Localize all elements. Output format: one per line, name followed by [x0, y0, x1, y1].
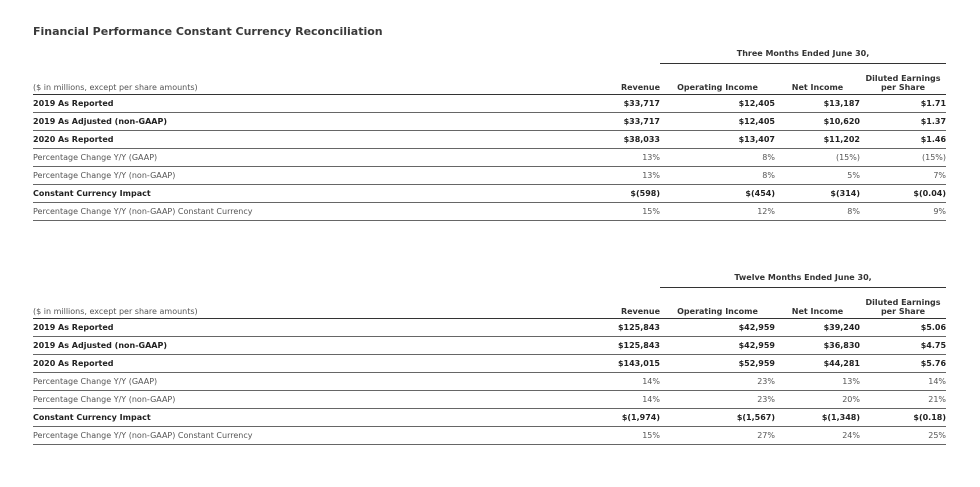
cell-value: $143,015 — [585, 355, 660, 373]
row-label: Percentage Change Y/Y (GAAP) — [33, 373, 585, 391]
units-label: ($ in millions, except per share amounts) — [33, 64, 585, 95]
cell-value: 25% — [860, 427, 946, 445]
cell-value: (15%) — [860, 149, 946, 167]
cell-value: 14% — [860, 373, 946, 391]
row-label: 2019 As Reported — [33, 319, 585, 337]
cell-value: 13% — [585, 167, 660, 185]
table-row — [33, 113, 946, 131]
cell-value: $33,717 — [585, 113, 660, 131]
row-label: 2020 As Reported — [33, 355, 585, 373]
cell-value: $44,281 — [775, 355, 860, 373]
cell-value: 15% — [585, 427, 660, 445]
table-row — [33, 337, 946, 355]
cell-value: $52,959 — [660, 355, 775, 373]
cell-value: $5.06 — [860, 319, 946, 337]
cell-value: $10,620 — [775, 113, 860, 131]
column-header: Diluted Earnings per Share — [860, 64, 946, 95]
cell-value: $36,830 — [775, 337, 860, 355]
column-header: Net Income — [775, 64, 860, 95]
row-label: 2019 As Reported — [33, 95, 585, 113]
row-label: Constant Currency Impact — [33, 409, 585, 427]
cell-value: $125,843 — [585, 319, 660, 337]
row-label: Percentage Change Y/Y (non-GAAP) — [33, 391, 585, 409]
cell-value: 8% — [775, 203, 860, 221]
cell-value: $1.46 — [860, 131, 946, 149]
table-row — [33, 319, 946, 337]
cell-value: 14% — [585, 373, 660, 391]
cell-value: $39,240 — [775, 319, 860, 337]
cell-value: 9% — [860, 203, 946, 221]
table-row — [33, 373, 946, 391]
cell-value: 12% — [660, 203, 775, 221]
three-months-table — [33, 46, 946, 221]
cell-value: 8% — [660, 167, 775, 185]
cell-value: $42,959 — [660, 319, 775, 337]
table-row — [33, 203, 946, 221]
cell-value: 13% — [585, 149, 660, 167]
column-header: Net Income — [775, 288, 860, 319]
cell-value: $4.75 — [860, 337, 946, 355]
cell-value: $1.37 — [860, 113, 946, 131]
cell-value: 23% — [660, 391, 775, 409]
row-label: 2019 As Adjusted (non-GAAP) — [33, 113, 585, 131]
row-label: 2019 As Adjusted (non-GAAP) — [33, 337, 585, 355]
cell-value: 21% — [860, 391, 946, 409]
table-row — [33, 167, 946, 185]
cell-value: 24% — [775, 427, 860, 445]
cell-value: $(598) — [585, 185, 660, 203]
cell-value: $5.76 — [860, 355, 946, 373]
cell-value: 23% — [660, 373, 775, 391]
cell-value: $13,407 — [660, 131, 775, 149]
cell-value: 5% — [775, 167, 860, 185]
cell-value: $(0.04) — [860, 185, 946, 203]
row-label: Percentage Change Y/Y (non-GAAP) — [33, 167, 585, 185]
table-row — [33, 149, 946, 167]
cell-value: $1.71 — [860, 95, 946, 113]
page-title: Financial Performance Constant Currency Reconciliation — [33, 25, 383, 38]
cell-value: $13,187 — [775, 95, 860, 113]
period-row — [33, 46, 946, 64]
cell-value: 13% — [775, 373, 860, 391]
cell-value: 8% — [660, 149, 775, 167]
table-row — [33, 409, 946, 427]
twelve-months-table — [33, 270, 946, 445]
row-label: Percentage Change Y/Y (non-GAAP) Constant Currency — [33, 427, 585, 445]
cell-value: $11,202 — [775, 131, 860, 149]
table-row — [33, 185, 946, 203]
cell-value: 27% — [660, 427, 775, 445]
cell-value: $12,405 — [660, 113, 775, 131]
cell-value: $(1,974) — [585, 409, 660, 427]
column-header: Revenue — [585, 64, 660, 95]
period-label: Twelve Months Ended June 30, — [660, 270, 946, 288]
table-row — [33, 391, 946, 409]
table-row — [33, 355, 946, 373]
header-row — [33, 288, 946, 319]
cell-value: (15%) — [775, 149, 860, 167]
row-label: Constant Currency Impact — [33, 185, 585, 203]
column-header: Operating Income — [660, 288, 775, 319]
cell-value: $(454) — [660, 185, 775, 203]
units-label: ($ in millions, except per share amounts) — [33, 288, 585, 319]
table-row — [33, 131, 946, 149]
cell-value: $12,405 — [660, 95, 775, 113]
cell-value: 14% — [585, 391, 660, 409]
cell-value: $38,033 — [585, 131, 660, 149]
row-label: Percentage Change Y/Y (non-GAAP) Constant Currency — [33, 203, 585, 221]
cell-value: 20% — [775, 391, 860, 409]
row-label: 2020 As Reported — [33, 131, 585, 149]
column-header: Revenue — [585, 288, 660, 319]
period-row — [33, 270, 946, 288]
cell-value: $125,843 — [585, 337, 660, 355]
cell-value: $(1,567) — [660, 409, 775, 427]
period-label: Three Months Ended June 30, — [660, 46, 946, 64]
column-header: Diluted Earnings per Share — [860, 288, 946, 319]
row-label: Percentage Change Y/Y (GAAP) — [33, 149, 585, 167]
table-row — [33, 95, 946, 113]
cell-value: $(1,348) — [775, 409, 860, 427]
cell-value: 15% — [585, 203, 660, 221]
table-row — [33, 427, 946, 445]
cell-value: $33,717 — [585, 95, 660, 113]
cell-value: $42,959 — [660, 337, 775, 355]
cell-value: $(314) — [775, 185, 860, 203]
cell-value: 7% — [860, 167, 946, 185]
header-row — [33, 64, 946, 95]
column-header: Operating Income — [660, 64, 775, 95]
cell-value: $(0.18) — [860, 409, 946, 427]
